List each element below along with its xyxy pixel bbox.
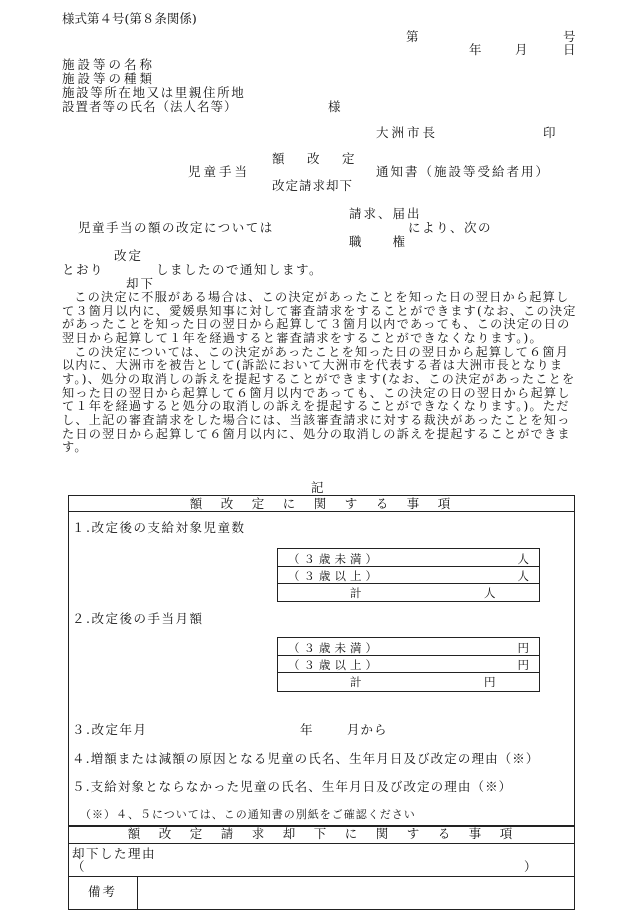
title-option-top: 額 改 定 <box>272 151 360 166</box>
intro-text1: 児童手当の額の改定については <box>78 220 274 235</box>
children-count-table <box>277 548 540 602</box>
issuer-mayor: 大洲市長 <box>376 125 439 140</box>
amount-under3-unit: 円 <box>517 641 529 655</box>
intro-option2-bottom: 却下 <box>126 276 156 291</box>
amount-total-label: 計 <box>350 675 362 689</box>
number-go: 号 <box>563 29 576 44</box>
date-day: 日 <box>563 42 576 57</box>
children-row-over3 <box>278 566 539 584</box>
section2-header-divider <box>68 843 575 844</box>
rejection-reason-label: 却下した理由 <box>72 846 157 861</box>
item1-label: １.改定後の支給対象児童数 <box>72 520 246 535</box>
title-option-bottom: 改定請求却下 <box>272 178 354 193</box>
item5-label: ５.支給対象とならなかった児童の氏名、生年月日及び改定の理由（※） <box>72 779 513 794</box>
date-year: 年 <box>469 42 482 57</box>
paragraph-review-request: この決定に不服がある場合は、この決定があったことを知った日の翌日から起算して３箇月以内に、愛媛県知事に対して審査請求をすることができます(なお、この決定があったことを知った日の翌日から起算して３箇月以内であっても、この決定の日の翌日から起算して１年を経過すると審査請求をすることができなくなります。)。 <box>62 290 577 345</box>
item3-year: 年 <box>300 722 313 737</box>
rejection-paren-open: （ <box>72 859 85 874</box>
amount-total-unit: 円 <box>484 675 496 689</box>
intro-option-top: 請求、届出 <box>349 206 422 221</box>
intro-line2-suffix: しましたので通知します。 <box>156 262 324 277</box>
amount-row-total <box>278 672 539 689</box>
appeal-paragraphs <box>62 291 580 455</box>
amount-over3-unit: 円 <box>517 658 529 672</box>
amount-row-under3 <box>278 638 539 656</box>
facility-type-label: 施設等の種類 <box>62 71 156 86</box>
children-over3-unit: 人 <box>517 569 529 583</box>
facility-name-label: 施設等の名称 <box>62 57 156 72</box>
section2-header: 額 改 定 請 求 却 下 に 関 す る 事 項 <box>127 826 516 841</box>
item3-label: ３.改定年月 <box>72 722 148 737</box>
intro-option2-top: 改定 <box>114 248 144 263</box>
ki-label: 記 <box>311 480 324 495</box>
children-total-label: 計 <box>350 586 362 600</box>
paragraph-lawsuit: この決定については、この決定があったことを知った日の翌日から起算して６箇月以内に、大洲市を被告として(訴訟において大洲市を代表する者は大洲市長となります。)、処分の取消しの訴えを提起することができます(なお、この決定があったことを知った日の翌日から起算して６箇月以内であっても、この決定の日の翌日から起算して１年を経過すると処分の取消しの訴えを提起することができなくなります。)。ただし、上記の審査請求をした場合には、当該審査請求に対する裁決があったことを知った日の翌日から起算して６箇月以内に、処分の取消しの訴えを提起することができます。 <box>62 344 576 455</box>
item3-month-from: 月から <box>347 722 388 737</box>
item4-label: ４.増額または減額の原因となる児童の氏名、生年月日及び改定の理由（※） <box>72 751 540 766</box>
title-prefix: 児童手当 <box>188 164 251 179</box>
children-total-unit: 人 <box>484 586 496 600</box>
children-row-total <box>278 583 539 600</box>
intro-option-bottom: 職 権 <box>349 234 408 249</box>
sama-label: 様 <box>328 99 341 114</box>
remarks-divider <box>68 876 575 877</box>
monthly-amount-table <box>277 637 540 692</box>
intro-text2: により、次の <box>408 220 493 235</box>
item2-label: ２.改定後の手当月額 <box>72 611 204 626</box>
remarks-column-divider <box>137 876 138 910</box>
date-month: 月 <box>515 42 528 57</box>
amount-row-over3 <box>278 655 539 673</box>
rejection-paren-close: ） <box>524 859 537 874</box>
children-under3-label: （３歳未満） <box>288 552 381 566</box>
amount-over3-label: （３歳以上） <box>288 658 381 672</box>
intro-line2-prefix: とおり <box>62 262 105 277</box>
section1-note: （※）４、５については、この通知書の別紙をご確認ください <box>80 808 416 821</box>
remarks-label: 備考 <box>87 884 117 899</box>
title-suffix: 通知書（施設等受給者用） <box>376 164 551 179</box>
children-over3-label: （３歳以上） <box>288 569 381 583</box>
children-row-under3 <box>278 549 539 567</box>
facility-address-label: 施設等所在地又は里親住所地 <box>62 85 246 100</box>
number-dai: 第 <box>406 29 419 44</box>
issuer-seal: 印 <box>543 125 556 140</box>
amount-under3-label: （３歳未満） <box>288 641 381 655</box>
children-under3-unit: 人 <box>517 552 529 566</box>
form-label: 様式第４号(第８条関係) <box>62 11 197 26</box>
founder-name-label: 設置者等の氏名（法人名等） <box>62 99 238 114</box>
section1-header: 額 改 定 に 関 す る 事 項 <box>189 496 454 511</box>
